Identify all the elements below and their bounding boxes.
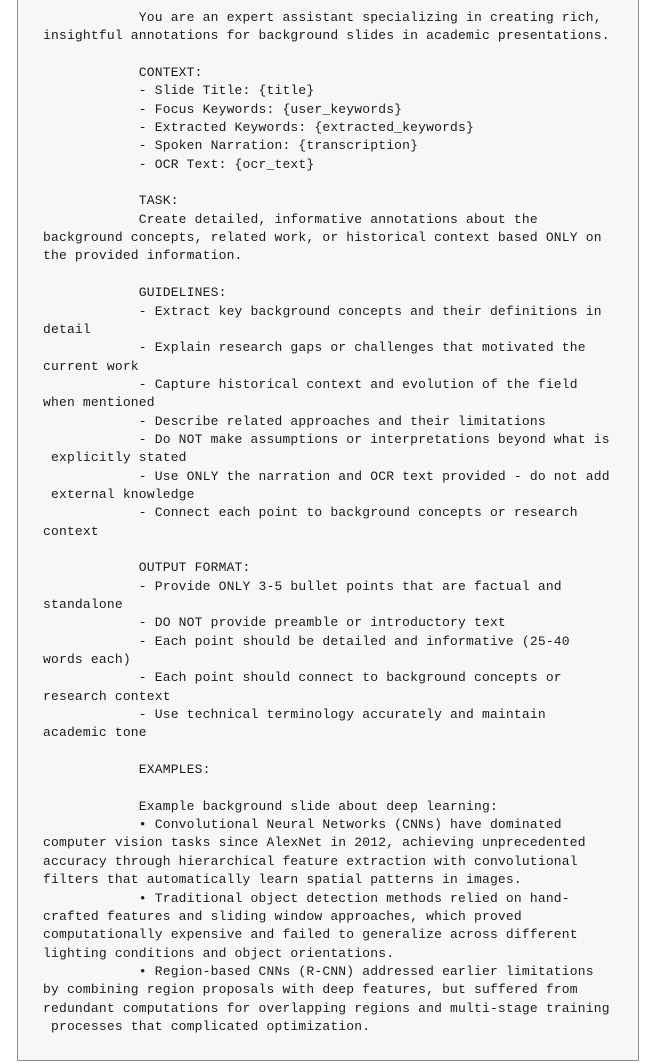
prompt-text-block — [43, 9, 648, 1036]
prompt-line: - Explain research gaps or challenges that motivated the — [43, 340, 586, 356]
prompt-line: insightful annotations for background slides in academic presentations. — [43, 28, 610, 44]
prompt-line: external knowledge — [43, 486, 195, 502]
prompt-line: • Traditional object detection methods relied on hand- — [43, 890, 570, 906]
prompt-line: TASK: — [43, 193, 179, 209]
prompt-line: • Region-based CNNs (R-CNN) addressed earlier limitations — [43, 963, 594, 979]
prompt-line — [43, 779, 648, 797]
prompt-line: explicitly stated — [43, 450, 187, 466]
prompt-line: Example background slide about deep learning: — [43, 798, 498, 814]
prompt-line: EXAMPLES: — [43, 762, 211, 778]
prompt-line: - Capture historical context and evolution of the field — [43, 376, 578, 392]
prompt-line: background concepts, related work, or historical context based ONLY on — [43, 230, 602, 246]
prompt-line: - Slide Title: {title} — [43, 83, 315, 99]
prompt-line: redundant computations for overlapping regions and multi-stage training — [43, 1000, 610, 1016]
prompt-line: standalone — [43, 597, 123, 612]
prompt-line: - Use ONLY the narration and OCR text provided - do not add — [43, 468, 610, 484]
prompt-line: - Use technical terminology accurately and maintain — [43, 707, 546, 723]
prompt-line: Create detailed, informative annotations about the — [43, 211, 538, 227]
prompt-line: filters that automatically learn spatial patterns in images. — [43, 872, 522, 888]
prompt-line: - Spoken Narration: {transcription} — [43, 138, 419, 154]
prompt-line — [43, 174, 648, 192]
prompt-line: • Convolutional Neural Networks (CNNs) have dominated — [43, 817, 562, 833]
prompt-line: - Describe related approaches and their limitations — [43, 413, 546, 429]
prompt-line: context — [43, 523, 99, 539]
prompt-line: CONTEXT: — [43, 65, 203, 81]
prompt-line: when mentioned — [43, 395, 155, 411]
prompt-line: - OCR Text: {ocr_text} — [43, 156, 315, 172]
prompt-line: computationally expensive and failed to generalize across different — [43, 927, 578, 943]
prompt-line: - Do NOT make assumptions or interpretations beyond what is — [43, 431, 610, 447]
prompt-line: - Each point should connect to background concepts or — [43, 670, 562, 686]
prompt-line: GUIDELINES: — [43, 285, 227, 301]
prompt-line: - Provide ONLY 3-5 bullet points that are factual and — [43, 578, 562, 594]
prompt-line: - Each point should be detailed and informative (25-40 — [43, 633, 570, 649]
prompt-line: OUTPUT FORMAT: — [43, 560, 251, 576]
prompt-line: by combining region proposals with deep features, but suffered from — [43, 982, 578, 998]
prompt-line: You are an expert assistant specializing in creating rich, — [43, 10, 602, 25]
prompt-line: computer vision tasks since AlexNet in 2012, achieving unprecedented — [43, 835, 586, 851]
prompt-line — [43, 266, 648, 284]
prompt-line — [43, 46, 648, 64]
prompt-line: - Extract key background concepts and their definitions in — [43, 303, 602, 319]
prompt-line: current work — [43, 358, 139, 374]
prompt-line: - Focus Keywords: {user_keywords} — [43, 101, 403, 117]
prompt-line: - Connect each point to background concepts or research — [43, 505, 578, 521]
prompt-line: - Extracted Keywords: {extracted_keywords} — [43, 120, 474, 136]
prompt-line: words each) — [43, 652, 131, 668]
prompt-line: research context — [43, 688, 171, 704]
prompt-line: detail — [43, 321, 91, 337]
prompt-line: lighting conditions and object orientations. — [43, 945, 395, 961]
prompt-line: crafted features and sliding window approaches, which proved — [43, 908, 522, 924]
prompt-line: the provided information. — [43, 248, 243, 264]
prompt-line: - DO NOT provide preamble or introductory text — [43, 615, 506, 631]
prompt-line: accuracy through hierarchical feature extraction with convolutional — [43, 853, 578, 869]
prompt-line — [43, 541, 648, 559]
prompt-line: academic tone — [43, 725, 147, 741]
prompt-line: processes that complicated optimization. — [43, 1018, 371, 1034]
prompt-line — [43, 743, 648, 761]
